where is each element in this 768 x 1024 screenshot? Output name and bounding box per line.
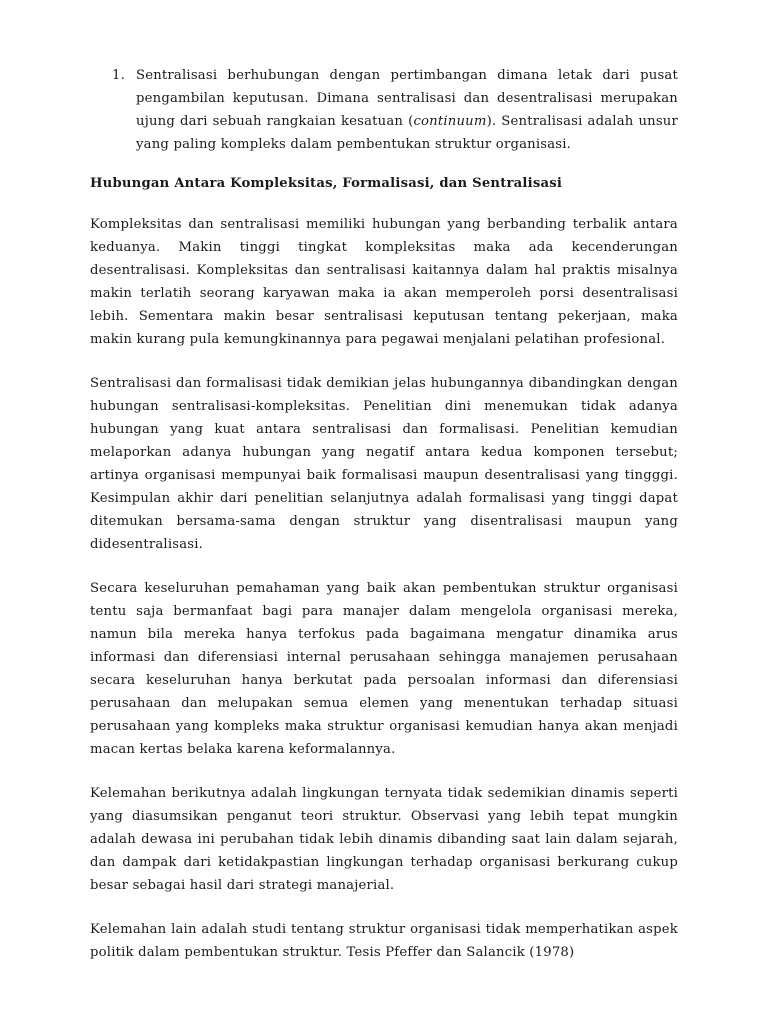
- paragraph-5: Kelemahan lain adalah studi tentang struktur organisasi tidak memperhatikan aspek politik dalam pembentukan struktur. Tesis Pfeffer dan Salancik (1978): [90, 922, 678, 960]
- list-item-number: 1.: [112, 68, 125, 83]
- paragraph-2: Sentralisasi dan formalisasi tidak demikian jelas hubungannya dibandingkan dengan hubungan sentralisasi-kompleksitas. Penelitian dini menemukan tidak adanya hubungan yang kuat antara sentralisasi dan formalisasi. Penelitian kemudian melaporkan adanya hubungan yang negatif antara kedua komponen tersebut; artinya organisasi mempunyai baik formalisasi maupun desentralisasi yang tingggi. Kesimpulan akhir dari penelitian selanjutnya adalah formalisasi yang tinggi dapat ditemukan bersama-sama dengan struktur yang disentralisasi maupun yang didesentralisasi.: [90, 376, 678, 552]
- list-item-text-end: ). Sentralisasi adalah unsur yang paling kompleks dalam pembentukan struktur organisasi.: [136, 114, 678, 152]
- section-heading: Hubungan Antara Kompleksitas, Formalisasi, dan Sentralisasi: [90, 176, 563, 191]
- paragraph-3: Secara keseluruhan pemahaman yang baik akan pembentukan struktur organisasi tentu saja bermanfaat bagi para manajer dalam mengelola organisasi mereka, namun bila mereka hanya terfokus pada bagaimana mengatur dinamika arus informasi dan diferensiasi internal perusahaan sehingga manajemen perusahaan secara keseluruhan hanya berkutat pada persoalan informasi dan diferensiasi perusahaan dan melupakan semua elemen yang menentukan terhadap situasi perusahaan yang kompleks maka struktur organisasi kemudian hanya akan menjadi macan kertas belaka karena keformalannya.: [90, 581, 678, 757]
- list-item-italic-term: continuum: [413, 114, 487, 129]
- document-page: [90, 64, 678, 964]
- paragraph-1: Kompleksitas dan sentralisasi memiliki hubungan yang berbanding terbalik antara keduanya. Makin tinggi tingkat kompleksitas maka ada kecenderungan desentralisasi. Kompleksitas dan sentralisasi kaitannya dalam hal praktis misalnya makin terlatih seorang karyawan maka ia akan memperoleh porsi desentralisasi lebih. Sementara makin besar sentralisasi keputusan tentang pekerjaan, maka makin kurang pula kemungkinannya para pegawai menjalani pelatihan profesional.: [90, 217, 678, 347]
- numbered-list: [90, 64, 678, 156]
- list-item-text-start: Sentralisasi berhubungan dengan pertimbangan dimana letak dari pusat pengambilan keputusan. Dimana sentralisasi dan desentralisasi merupakan ujung dari sebuah rangkaian kesatuan (: [136, 68, 678, 129]
- paragraph-4: Kelemahan berikutnya adalah lingkungan ternyata tidak sedemikian dinamis seperti yang diasumsikan penganut teori struktur. Observasi yang lebih tepat mungkin adalah dewasa ini perubahan tidak lebih dinamis dibanding saat lain dalam sejarah, dan dampak dari ketidakpastian lingkungan terhadap organisasi berkurang cukup besar sebagai hasil dari strategi manajerial.: [90, 786, 678, 893]
- list-item: [90, 64, 678, 156]
